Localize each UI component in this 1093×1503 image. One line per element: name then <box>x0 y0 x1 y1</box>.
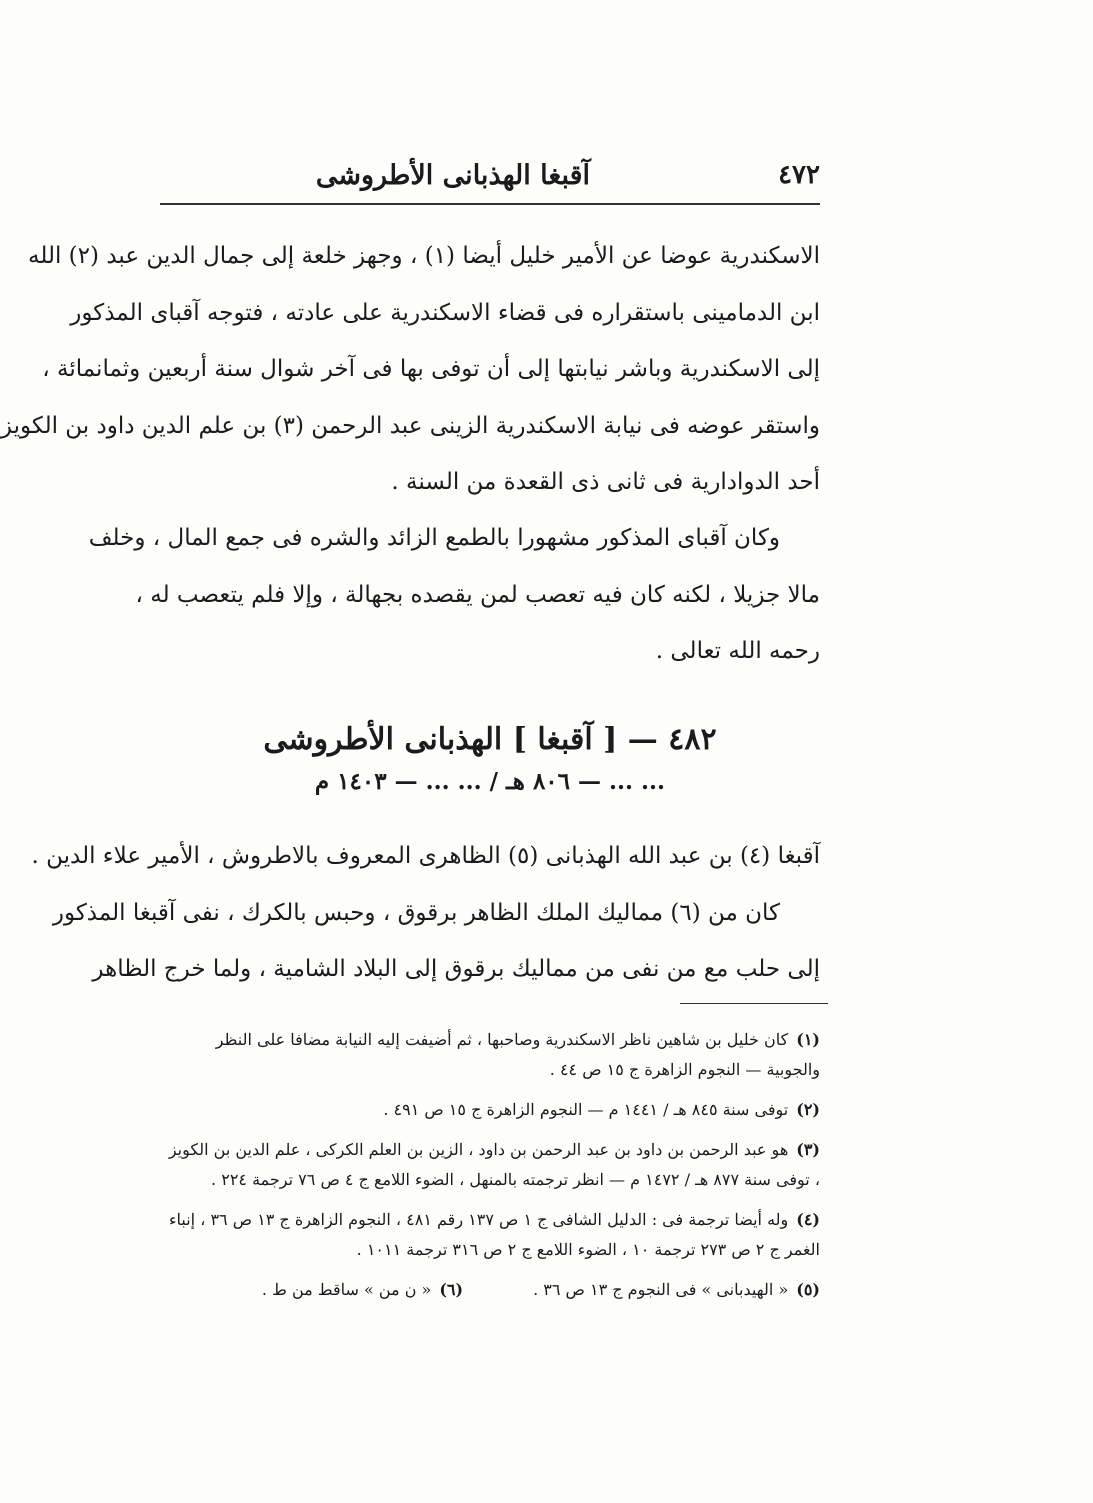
header-rule <box>160 203 820 205</box>
footnote-rule <box>680 1003 828 1004</box>
text-line: وكان آقباى المذكور مشهورا بالطمع الزائد والشره فى جمع المال ، وخلف <box>88 525 780 551</box>
footnote-text: « الهيدبانى » فى النجوم ج ١٣ ص ٣٦ . <box>533 1280 789 1299</box>
text-line: إلى الاسكندرية وباشر نيابتها إلى أن توفى بها فى آخر شوال سنة أربعين وثمانمائة ، <box>42 356 820 382</box>
footnote-pair <box>160 1275 820 1305</box>
footnote-text: توفى سنة ٨٤٥ هـ / ١٤٤١ م — النجوم الزاهرة ج ١٥ ص ٤٩١ . <box>383 1100 789 1119</box>
footnote-number: (٢) <box>796 1100 820 1119</box>
entry-heading: ٤٨٢ — [ آقبغا ] الهذبانى الأطروشى <box>263 722 717 757</box>
text-line: ابن الدمامينى باستقراره فى قضاء الاسكندرية على عادته ، فتوجه آقباى المذكور <box>70 299 820 326</box>
text-line: أحد الدوادارية فى ثانى ذى القعدة من السنة . <box>391 469 820 495</box>
text-line: إلى حلب مع من نفى من مماليك برقوق إلى البلاد الشامية ، ولما خرج الظاهر <box>92 956 820 982</box>
text-line: كان من (٦) مماليك الملك الظاهر برقوق ، وحبس بالكرك ، نفى آقبغا المذكور <box>52 899 780 926</box>
footnote <box>160 1205 820 1265</box>
paragraph-character <box>88 510 820 680</box>
footnote <box>262 1275 463 1305</box>
footnote-number: (١) <box>796 1030 820 1049</box>
footnote-number: (٤) <box>796 1210 820 1229</box>
footnote <box>160 1095 820 1125</box>
text-line: رحمه الله تعالى . <box>655 638 820 664</box>
page-header <box>160 160 820 200</box>
footnote-text: هو عبد الرحمن بن داود بن عبد الرحمن بن داود ، الزين بن العلم الكركى ، علم الدين بن الكويز ، توفى سنة ٨٧٧ هـ / ١٤٧٢ م — انظر ترجمته بالمنهل ، الضوء اللامع ج ٤ ص ٧٦ ترجمة ٢٢٤ . <box>168 1140 820 1189</box>
footnote-text: « ن من » ساقط من ط . <box>261 1280 432 1299</box>
text-line: واستقر عوضه فى نيابة الاسكندرية الزينى عبد الرحمن (٣) بن علم الدين داود بن الكويز <box>0 412 820 439</box>
page-number: ٤٧٢ <box>778 160 820 190</box>
footnote-number: (٥) <box>796 1280 820 1299</box>
paragraph-entry <box>31 828 820 998</box>
text-line: مالا جزيلا ، لكنه كان فيه تعصب لمن يقصده بجهالة ، وإلا فلم يتعصب له ، <box>135 581 820 608</box>
footnote-number: (٣) <box>796 1140 820 1159</box>
footnote <box>160 1025 820 1085</box>
text-line: آقبغا (٤) بن عبد الله الهذبانى (٥) الظاهرى المعروف بالاطروش ، الأمير علاء الدين . <box>31 843 820 869</box>
running-title: آقبغا الهذبانى الأطروشى <box>315 160 590 191</box>
footnotes <box>160 1025 820 1315</box>
text-line: الاسكندرية عوضا عن الأمير خليل أيضا (١) ، وجهز خلعة إلى جمال الدين عبد (٢) الله <box>28 243 820 269</box>
footnote-number: (٦) <box>439 1280 464 1299</box>
footnote-text: وله أيضا ترجمة فى : الدليل الشافى ج ١ ص ١٣٧ رقم ٤٨١ ، النجوم الزاهرة ج ١٣ ص ٣٦ ، إنباء الغمر ج ٢ ص ٢٧٣ ترجمة ١٠ ، الضوء اللامع ج ٢ ص ٣١٦ ترجمة ١٠١١ . <box>168 1210 820 1259</box>
footnote <box>533 1275 820 1305</box>
entry-dates: ... ... — ٨٠٦ هـ / ... ... — ١٤٠٣ م <box>314 768 666 795</box>
footnote <box>160 1135 820 1195</box>
footnote-text: كان خليل بن شاهين ناظر الاسكندرية وصاحبها ، ثم أضيفت إليه النيابة مضافا على النظر والجوبية — النجوم الزاهرة ج ١٥ ص ٤٤ . <box>215 1030 820 1079</box>
paragraph-continuation <box>0 228 820 511</box>
